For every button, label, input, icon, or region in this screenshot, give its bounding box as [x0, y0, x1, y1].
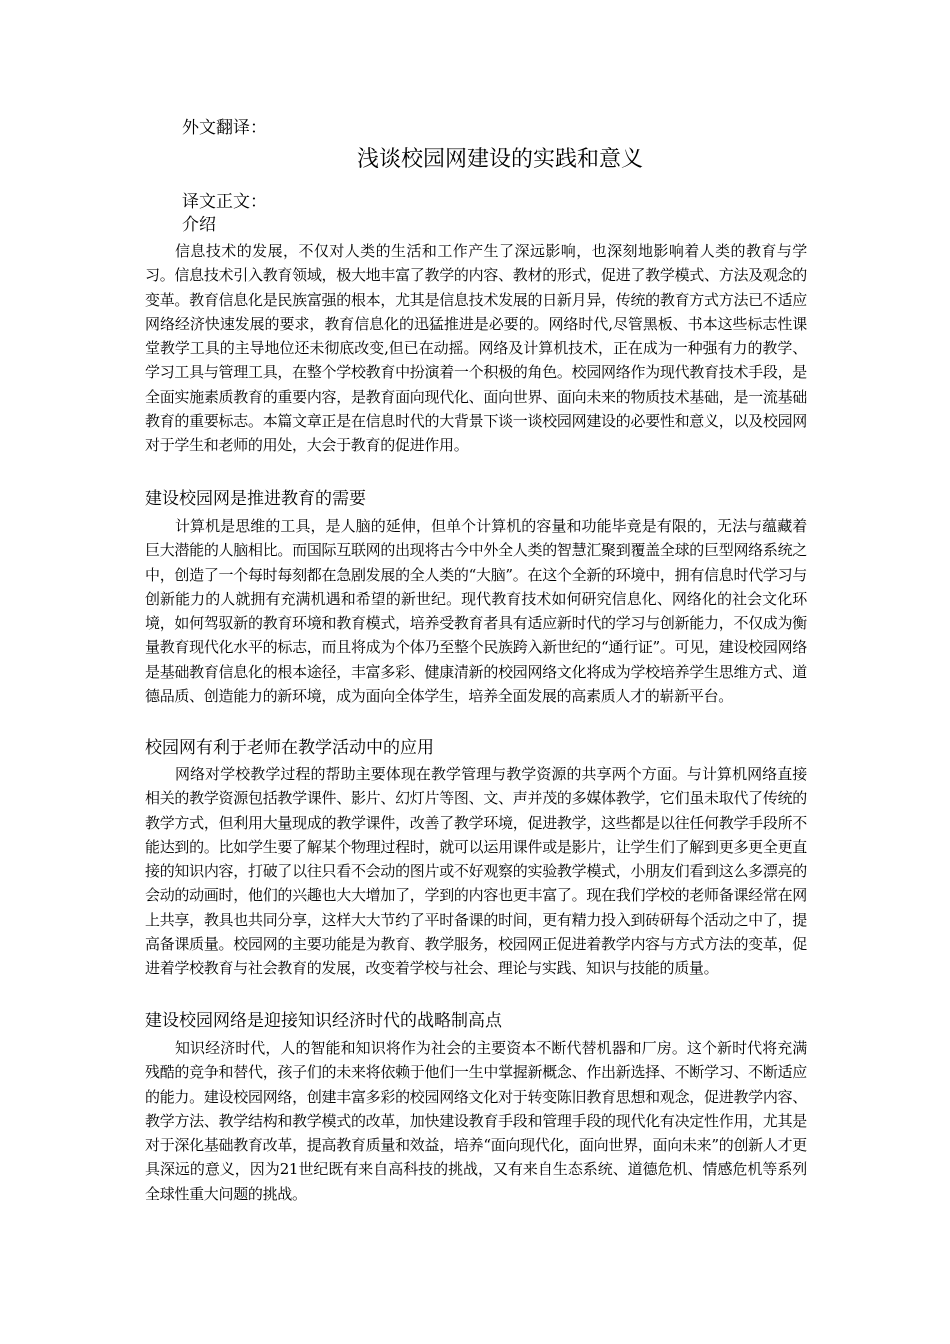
section-paragraph: 网络对学校教学过程的帮助主要体现在教学管理与教学资源的共享两个方面。与计算机网络直接相关的教学资源包括教学课件、影片、幻灯片等图、文、声并茂的多媒体教学，它们虽未取代了传统的教学方式，但利用大量现成的教学课件，改善了教学环境，促进教学，这些都是以往任何教学手段所不能达到的。比如学生要了解某个物理过程时，就可以运用课件或是影片，让学生们了解到更多更全更直接的知识内容，打破了以往只看不会动的图片或不好观察的实验教学模式，小朋友们看到这么多漂亮的会动的动画时，他们的兴趣也大大增加了，学到的内容也更丰富了。现在我们学校的老师备课经常在网上共享，教具也共同分享，这样大大节约了平时备课的时间，更有精力投入到砖研每个活动之中了，提高备课质量。校园网的主要功能是为教育、教学服务，校园网正促进着教学内容与方式方法的变革，促进着学校教育与社会教育的发展，改变着学校与社会、理论与实践、知识与技能的质量。 — [145, 765, 807, 978]
section-paragraph: 计算机是思维的工具，是人脑的延伸，但单个计算机的容量和功能毕竟是有限的，无法与蕴藏着巨大潜能的人脑相比。而国际互联网的出现将古今中外全人类的智慧汇聚到覆盖全球的巨型网络系统之中，创造了一个每时每刻都在急剧发展的全人类的“大脑”。在这个全新的环境中，拥有信息时代学习与创新能力的人就拥有充满机遇和希望的新世纪。现代教育技术如何研究信息化、网络化的社会文化环境，如何驾驭新的教育环境和教育模式，培养受教育者具有适应新时代的学习与创新能力，不仅成为衡量教育现代化水平的标志，而且将成为个体乃至整个民族跨入新世纪的“通行证”。可见，建设校园网络是基础教育信息化的根本途径，丰富多彩、健康清新的校园网络文化将成为学校培养学生思维方式、道德品质、创造能力的新环境，成为面向全体学生，培养全面发展的高素质人才的崭新平台。 — [145, 517, 807, 706]
section-paragraph: 知识经济时代，人的智能和知识将作为社会的主要资本不断代替机器和厂房。这个新时代将充满残酷的竞争和替代，孩子们的未来将依赖于他们一生中掌握新概念、作出新选择、不断学习、不断适应的能力。建设校园网络，创建丰富多彩的校园网络文化对于转变陈旧教育思想和观念，促进教学内容、教学方法、教学结构和教学模式的改革，加快建设教育手段和管理手段的现代化有决定性作用，尤其是对于深化基础教育改革，提高教育质量和效益，培养“面向现代化，面向世界，面向未来”的创新人才更具深远的意义，因为21世纪既有来自高科技的挑战，又有来自生态系统、道德危机、情感危机等系列全球性重大问题的挑战。 — [145, 1039, 807, 1203]
intro-paragraph: 信息技术的发展，不仅对人类的生活和工作产生了深远影响，也深刻地影响着人类的教育与学习。信息技术引入教育领域，极大地丰富了教学的内容、教材的形式，促进了教学模式、方法及观念的变革。教育信息化是民族富强的根本，尤其是信息技术发展的日新月异，传统的教育方式方法已不适应网络经济快速发展的要求，教育信息化的迅猛推进是必要的。网络时代,尽管黑板、书本这些标志性课堂教学工具的主导地位还未彻底改变,但已在动摇。网络及计算机技术，正在成为一种强有力的教学、学习工具与管理工具，在整个学校教育中扮演着一个积极的角色。校园网络作为现代教育技术手段，是全面实施素质教育的重要内容，是教育面向现代化、面向世界、面向未来的物质技术基础，是一流基础教育的重要标志。本篇文章正是在信息时代的大背景下谈一谈校园网建设的必要性和意义，以及校园网对于学生和老师的用处，大会于教育的促进作用。 — [145, 242, 807, 455]
page-title: 浅谈校园网建设的实践和意义 — [356, 147, 643, 172]
intro-heading: 介绍 — [182, 215, 216, 235]
section-heading: 建设校园网络是迎接知识经济时代的战略制高点 — [145, 1011, 502, 1031]
translation-label: 外文翻译： — [182, 118, 267, 138]
section-heading: 建设校园网是推进教育的需要 — [145, 489, 366, 509]
section-heading: 校园网有利于老师在教学活动中的应用 — [145, 738, 434, 758]
body-label: 译文正文： — [182, 192, 267, 212]
